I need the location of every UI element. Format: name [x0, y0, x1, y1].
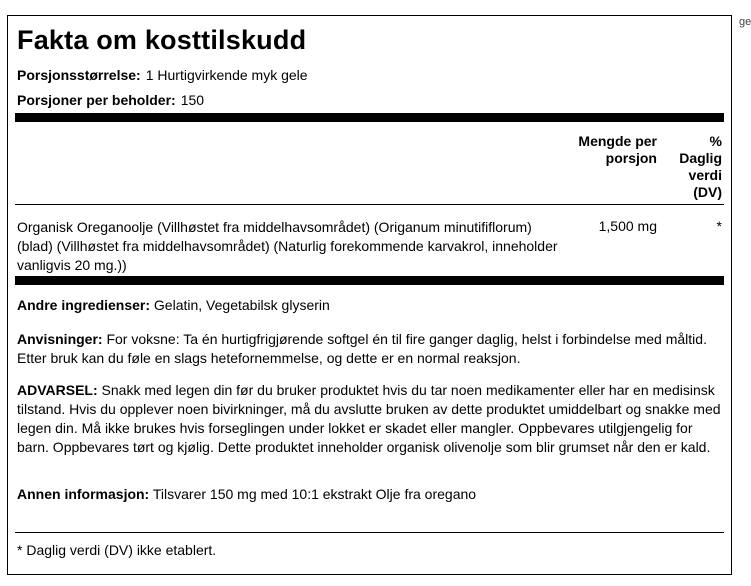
directions-section [17, 330, 722, 368]
directions-label: Anvisninger: [17, 331, 103, 347]
other-info-text: Tilsvarer 150 mg med 10:1 ekstrakt Olje fra oregano [152, 486, 477, 502]
other-info-label: Annen informasjon: [17, 486, 150, 502]
ingredient-name: Organisk Oreganoolje (Villhøstet fra middelhavsområdet) (Origanum minutififlorum) (blad) (Villhøstet fra middelhavsområdet) (Naturlig forekommende karvakrol, inneholder vanligvis 20 mg.)) [17, 219, 558, 273]
thick-divider [15, 113, 724, 122]
panel-title: Fakta om kosttilskudd [17, 25, 307, 55]
serving-size-row [17, 67, 722, 83]
other-ingredients-section [17, 296, 722, 315]
other-ingredients-label: Andre ingredienser: [17, 297, 151, 313]
amount-per-serving-header: Mengde per porsjon [578, 133, 657, 166]
ingredient-daily-value: * [716, 218, 722, 234]
directions-text: For voksne: Ta én hurtigfrigjørende softgel én til fire ganger daglig, helst i forbindelse med måltid. Etter bruk kan du føle en slags hetefornemmelse, og dette er en normal reaksjon. [17, 331, 707, 366]
servings-per-container-row [17, 92, 722, 108]
serving-size-value: 1 Hurtigvirkende myk gele [145, 67, 308, 83]
other-ingredients-text: Gelatin, Vegetabilsk glyserin [153, 297, 330, 313]
warning-text: Snakk med legen din før du bruker produktet hvis du tar noen medikamenter eller har en medisinsk tilstand. Hvis du opplever noen bivirkninger, må du avslutte bruken av dette produktet umiddelbart og snakke med legen din. Må ikke brukes hvis forseglingen under lokket er skadet eller mangler. Oppbevares utilgjengelig for barn. Oppbevares tørt og kjølig. Dette produktet inneholder organisk olivenolje som blir grumset når den er kald. [17, 382, 721, 455]
serving-size-label: Porsjonsstørrelse: [17, 67, 141, 83]
servings-per-container-label: Porsjoner per beholder: [17, 92, 176, 108]
thick-divider [15, 276, 724, 285]
clipped-edge-text: ge [739, 16, 751, 28]
warning-section [17, 381, 722, 457]
other-info-section [17, 485, 722, 504]
warning-label: ADVARSEL: [17, 382, 98, 398]
daily-value-header: % Daglig verdi (DV) [679, 133, 722, 200]
footnote: * Daglig verdi (DV) ikke etablert. [17, 542, 217, 558]
thin-divider [15, 204, 724, 205]
servings-per-container-value: 150 [180, 92, 205, 108]
supplement-facts-panel [7, 15, 732, 575]
thin-divider [15, 532, 724, 533]
ingredient-amount: 1,500 mg [598, 218, 657, 234]
